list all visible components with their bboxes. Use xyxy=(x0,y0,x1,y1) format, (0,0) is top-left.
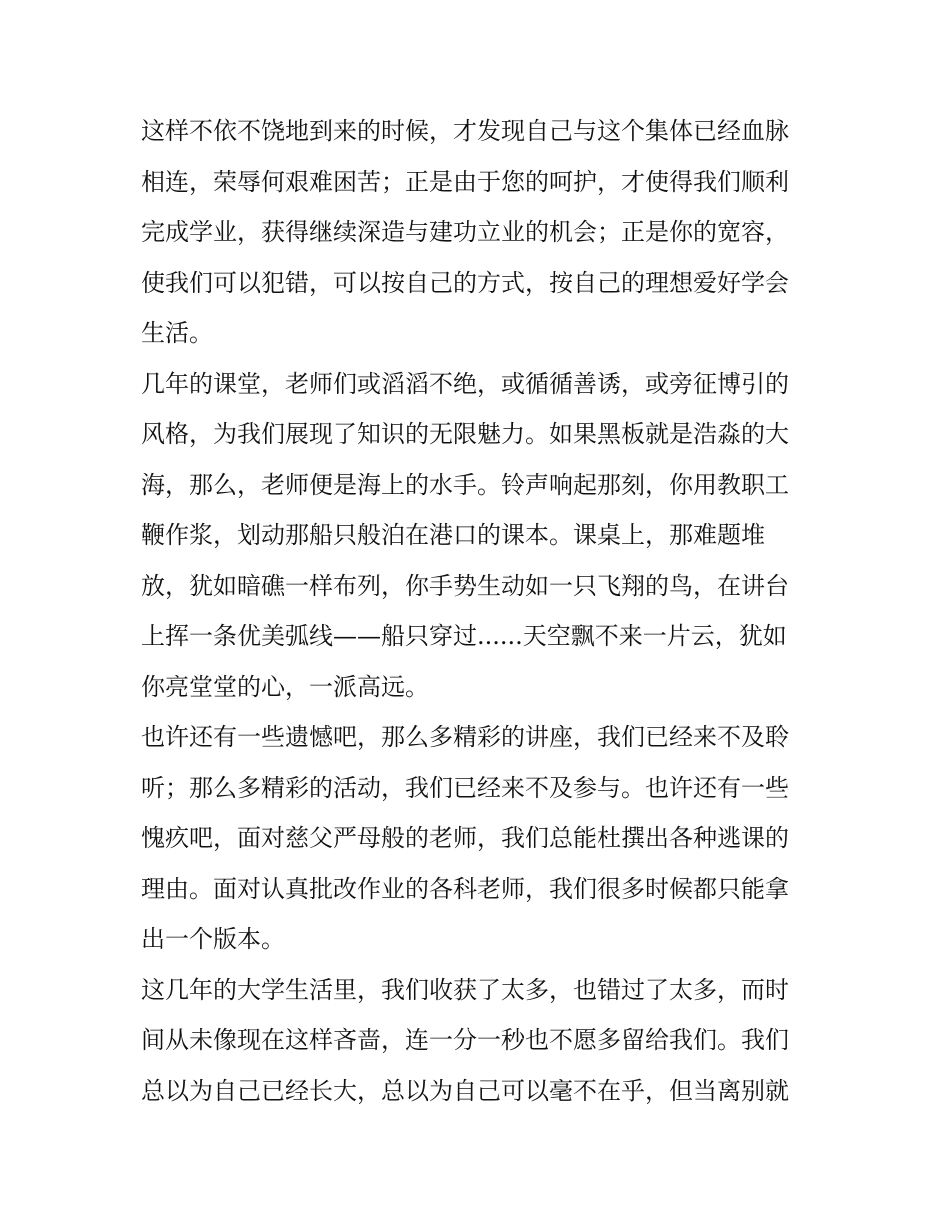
text-line: 完成学业，获得继续深造与建功立业的机会；正是你的宽容， xyxy=(141,218,789,246)
text-line: 理由。面对认真批改作业的各科老师，我们很多时候都只能拿 xyxy=(141,874,789,903)
text-line: 也许还有一些遗憾吧，那么多精彩的讲座，我们已经来不及聆 xyxy=(141,723,789,751)
text-line: 你亮堂堂的心，一派高远。 xyxy=(141,672,429,701)
text-line: 上挥一条优美弧线——船只穿过......天空飘不来一片云，犹如 xyxy=(141,622,787,650)
text-line: 总以为自己已经长大，总以为自己可以毫不在乎，但当离别就 xyxy=(141,1076,789,1105)
text-line: 这样不依不饶地到来的时候，才发现自己与这个集体已经血脉 xyxy=(141,117,789,145)
text-line: 听；那么多精彩的活动，我们已经来不及参与。也许还有一些 xyxy=(141,773,789,802)
text-line: 生活。 xyxy=(141,319,213,347)
document-body xyxy=(141,106,821,1116)
text-line: 风格，为我们展现了知识的无限魅力。如果黑板就是浩淼的大 xyxy=(141,420,789,448)
text-line: 相连，荣辱何艰难困苦；正是由于您的呵护，才使得我们顺利 xyxy=(141,167,789,196)
text-line: 海，那么，老师便是海上的水手。铃声响起那刻，你用教职工 xyxy=(141,470,789,499)
text-line: 这几年的大学生活里，我们收获了太多，也错过了太多，而时 xyxy=(141,975,789,1004)
text-line: 放，犹如暗礁一样布列，你手势生动如一只飞翔的鸟，在讲台 xyxy=(141,571,789,600)
text-line: 几年的课堂，老师们或滔滔不绝，或循循善诱，或旁征博引的 xyxy=(141,369,789,398)
text-line: 鞭作浆，划动那船只般泊在港口的课本。课桌上，那难题堆 xyxy=(141,521,765,549)
text-line: 愧疚吧，面对慈父严母般的老师，我们总能杜撰出各种逃课的 xyxy=(141,824,789,852)
text-line: 间从未像现在这样吝啬，连一分一秒也不愿多留给我们。我们 xyxy=(141,1026,789,1054)
text-line: 使我们可以犯错，可以按自己的方式，按自己的理想爱好学会 xyxy=(141,268,789,297)
text-line: 出一个版本。 xyxy=(141,925,285,953)
